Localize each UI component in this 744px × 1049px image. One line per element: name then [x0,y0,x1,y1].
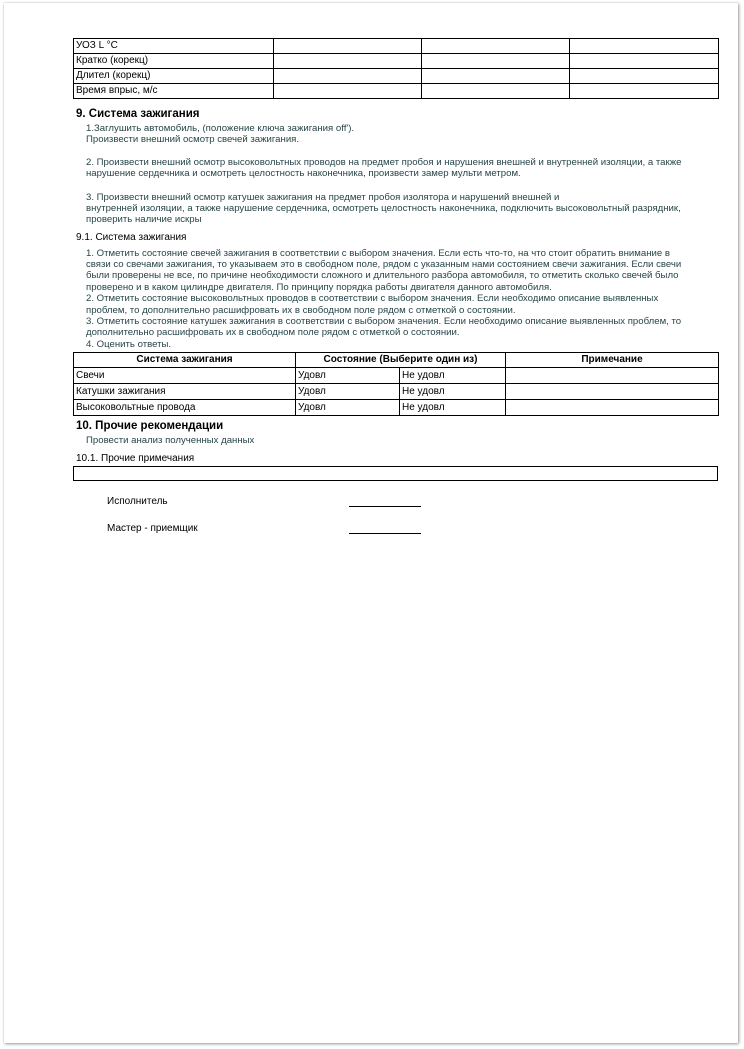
param-cell[interactable] [422,39,570,54]
section-9-text-1b: Произвести внешний осмотр свечей зажигания. [86,134,300,145]
section-9-1-text-1a: 1. Отметить состояние свечей зажигания в соответствии с выбором значения. Если есть что-то, на что стоит обратить внимание в [86,248,670,259]
master-label: Мастер - приемщик [107,523,198,534]
param-cell[interactable] [274,69,422,84]
section-9-1-text-4: 4. Оценить ответы. [86,339,172,350]
param-cell[interactable] [422,84,570,99]
table-header-row [74,353,719,368]
section-9-1-title: 9.1. Система зажигания [76,232,187,243]
table-row [74,54,719,69]
param-cell[interactable] [422,69,570,84]
param-cell[interactable] [274,84,422,99]
param-cell[interactable] [570,84,719,99]
option-bad[interactable]: Не удовл [400,368,506,384]
param-cell[interactable] [570,39,719,54]
section-9-1-text-2b: проблем, то дополнительно расшифровать их в свободном поле рядом с отметкой о состоянии. [86,305,516,316]
table-row [74,84,719,99]
option-ok[interactable]: Удовл [296,384,400,400]
param-label: Кратко (корекц) [74,54,274,69]
param-cell[interactable] [422,54,570,69]
section-9-title: 9. Система зажигания [76,108,200,120]
notes-field[interactable] [73,466,718,481]
section-9-text-1a: 1.Заглушить автомобиль, (положение ключа зажигания off'). [86,123,355,134]
section-9-1-text-1b: связи со свечами зажигания, то указываем это в свободном поле, рядом с указанным нами состоянием свечи зажигания. Если свечи [86,259,682,270]
section-9-1-text-2a: 2. Отметить состояние высоковольтных проводов в соответствии с выбором значения. Если необходимо описание выявленных [86,293,659,304]
row-label: Катушки зажигания [74,384,296,400]
row-label: Свечи [74,368,296,384]
row-label: Высоковольтные провода [74,400,296,416]
note-cell[interactable] [506,384,719,400]
table-row [74,39,719,54]
section-9-text-3b: внутренней изоляции, а также нарушение сердечника, осмотреть целостность наконечника, подключить высоковольтный разрядник, [86,203,681,214]
option-bad[interactable]: Не удовл [400,384,506,400]
note-cell[interactable] [506,400,719,416]
column-header: Примечание [506,353,719,368]
note-cell[interactable] [506,368,719,384]
param-label: Длител (корекц) [74,69,274,84]
section-9-text-3a: 3. Произвести внешний осмотр катушек зажигания на предмет пробоя изолятора и нарушений внешней и [86,192,560,203]
table-row [74,400,719,416]
section-9-1-text-3b: дополнительно расшифровать их в свободном поле рядом с отметкой о состоянии. [86,327,460,338]
master-signature-line[interactable] [349,533,421,534]
section-9-text-2b: нарушение сердечника и осмотреть целостность наконечника, произвести замер мульти метром. [86,168,521,179]
column-header: Состояние (Выберите один из) [296,353,506,368]
section-9-text-2a: 2. Произвести внешний осмотр высоковольтных проводов на предмет пробоя и нарушения внешней и внутренней изоляции, а также [86,157,682,168]
param-cell[interactable] [274,54,422,69]
executor-signature-line[interactable] [349,506,421,507]
param-cell[interactable] [570,69,719,84]
section-10-1-title: 10.1. Прочие примечания [76,453,195,464]
executor-label: Исполнитель [107,496,168,507]
section-9-1-text-3a: 3. Отметить состояние катушек зажигания в соответствии с выбором значения. Если необходимо описание выявленных проблем, то [86,316,682,327]
option-ok[interactable]: Удовл [296,368,400,384]
section-9-1-text-1c: были проверены не все, по причине необходимости сложного и длительного разбора автомобиля, то отметить сколько свечей было [86,270,679,281]
param-label: УОЗ L °C [74,39,274,54]
table-row [74,368,719,384]
ignition-table [73,352,719,416]
parameters-table [73,38,719,99]
section-10-text: Провести анализ полученных данных [86,435,255,446]
table-row [74,69,719,84]
section-9-text-3c: проверить наличие искры [86,214,202,225]
section-9-1-text-1d: проверено и в каком цилиндре двигателя. По принципу порядка работы двигателя данного автомобиля. [86,282,552,293]
table-row [74,384,719,400]
option-ok[interactable]: Удовл [296,400,400,416]
column-header: Система зажигания [74,353,296,368]
param-cell[interactable] [570,54,719,69]
param-label: Время впрыс, м/с [74,84,274,99]
option-bad[interactable]: Не удовл [400,400,506,416]
section-10-title: 10. Прочие рекомендации [76,420,224,432]
param-cell[interactable] [274,39,422,54]
